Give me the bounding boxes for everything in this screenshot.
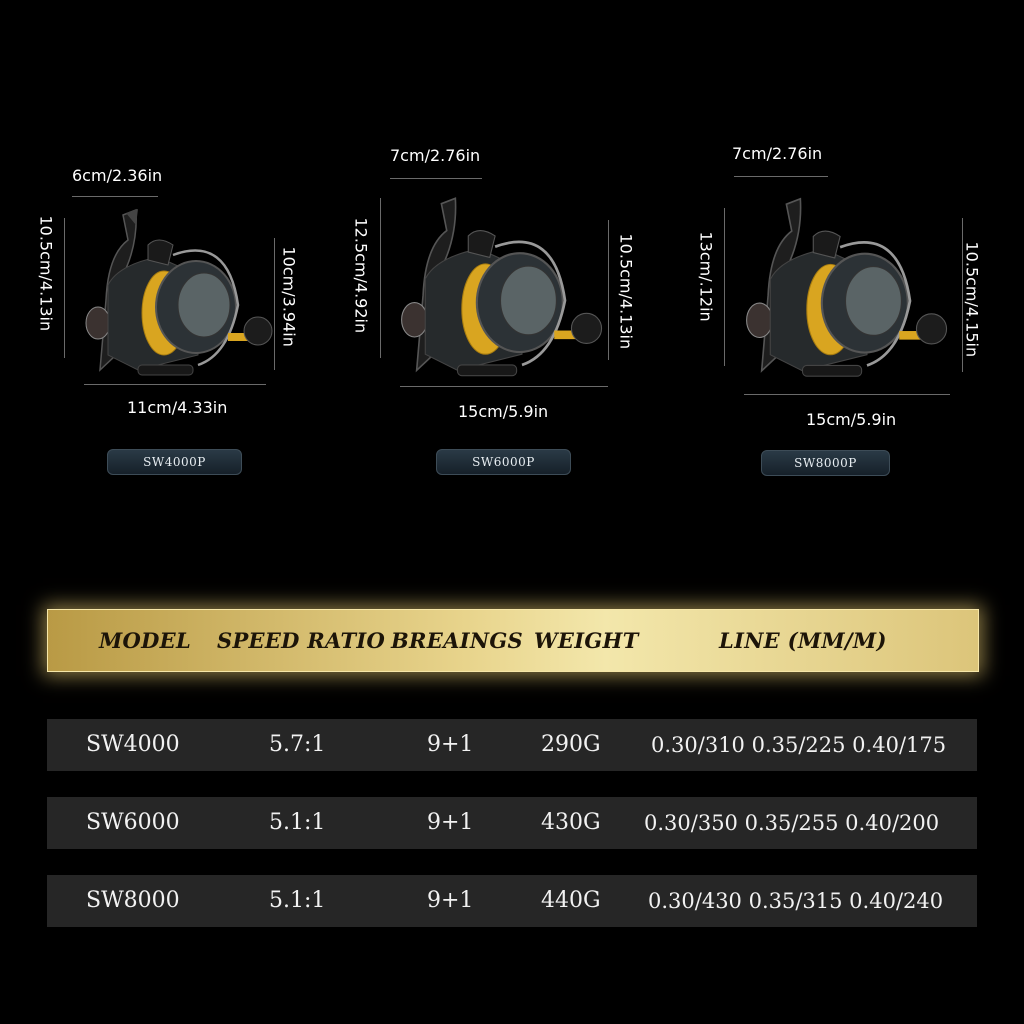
reel-image (393, 192, 608, 382)
length-dimension: 15cm/5.9in (806, 410, 897, 429)
dimension-line (744, 394, 950, 395)
cell-line: 0.30/430 0.35/315 0.40/240 (648, 889, 944, 913)
model-badge: SW4000P (107, 449, 242, 475)
height-left-dimension: 13cm/.12in (696, 231, 716, 322)
cell-weight: 430G (541, 810, 601, 835)
spec-table-header (47, 609, 979, 672)
height-right-dimension: 10.5cm/4.15in (962, 241, 982, 358)
reel-image (78, 205, 278, 380)
dimension-line (734, 176, 828, 177)
table-row (47, 875, 977, 927)
cell-model: SW6000 (86, 810, 180, 835)
header-model: MODEL (99, 628, 192, 653)
length-dimension: 15cm/5.9in (458, 402, 549, 421)
dimension-line (72, 196, 158, 197)
cell-line: 0.30/350 0.35/255 0.40/200 (644, 811, 940, 835)
cell-bearings: 9+1 (427, 888, 474, 913)
header-line: LINE (MM/M) (719, 628, 887, 653)
length-dimension: 11cm/4.33in (127, 398, 228, 417)
height-left-dimension: 10.5cm/4.13in (36, 215, 56, 332)
dimension-line (380, 198, 381, 358)
width-dimension: 7cm/2.76in (390, 146, 481, 165)
dimension-line (608, 220, 609, 360)
dimension-line (64, 218, 65, 358)
header-speed-ratio: SPEED RATIO (217, 628, 386, 653)
dimension-line (400, 386, 608, 387)
model-badge: SW8000P (761, 450, 890, 476)
cell-speed-ratio: 5.1:1 (269, 888, 326, 913)
cell-bearings: 9+1 (427, 810, 474, 835)
width-dimension: 6cm/2.36in (72, 166, 163, 185)
height-right-dimension: 10cm/3.94in (279, 246, 299, 347)
table-row (47, 797, 977, 849)
cell-weight: 440G (541, 888, 601, 913)
cell-weight: 290G (541, 732, 601, 757)
height-left-dimension: 12.5cm/4.92in (351, 217, 371, 334)
dimension-line (390, 178, 482, 179)
reel-image (738, 190, 953, 385)
cell-line: 0.30/310 0.35/225 0.40/175 (651, 733, 947, 757)
width-dimension: 7cm/2.76in (732, 144, 823, 163)
dimension-line (84, 384, 266, 385)
header-bearings: BREAINGS (391, 628, 524, 653)
dimension-line (724, 208, 725, 366)
height-right-dimension: 10.5cm/4.13in (616, 233, 636, 350)
cell-model: SW4000 (86, 732, 180, 757)
cell-model: SW8000 (86, 888, 180, 913)
cell-speed-ratio: 5.1:1 (269, 810, 326, 835)
cell-bearings: 9+1 (427, 732, 474, 757)
table-row (47, 719, 977, 771)
model-badge: SW6000P (436, 449, 571, 475)
header-weight: WEIGHT (534, 628, 639, 653)
cell-speed-ratio: 5.7:1 (269, 732, 326, 757)
dimension-line (962, 218, 963, 372)
